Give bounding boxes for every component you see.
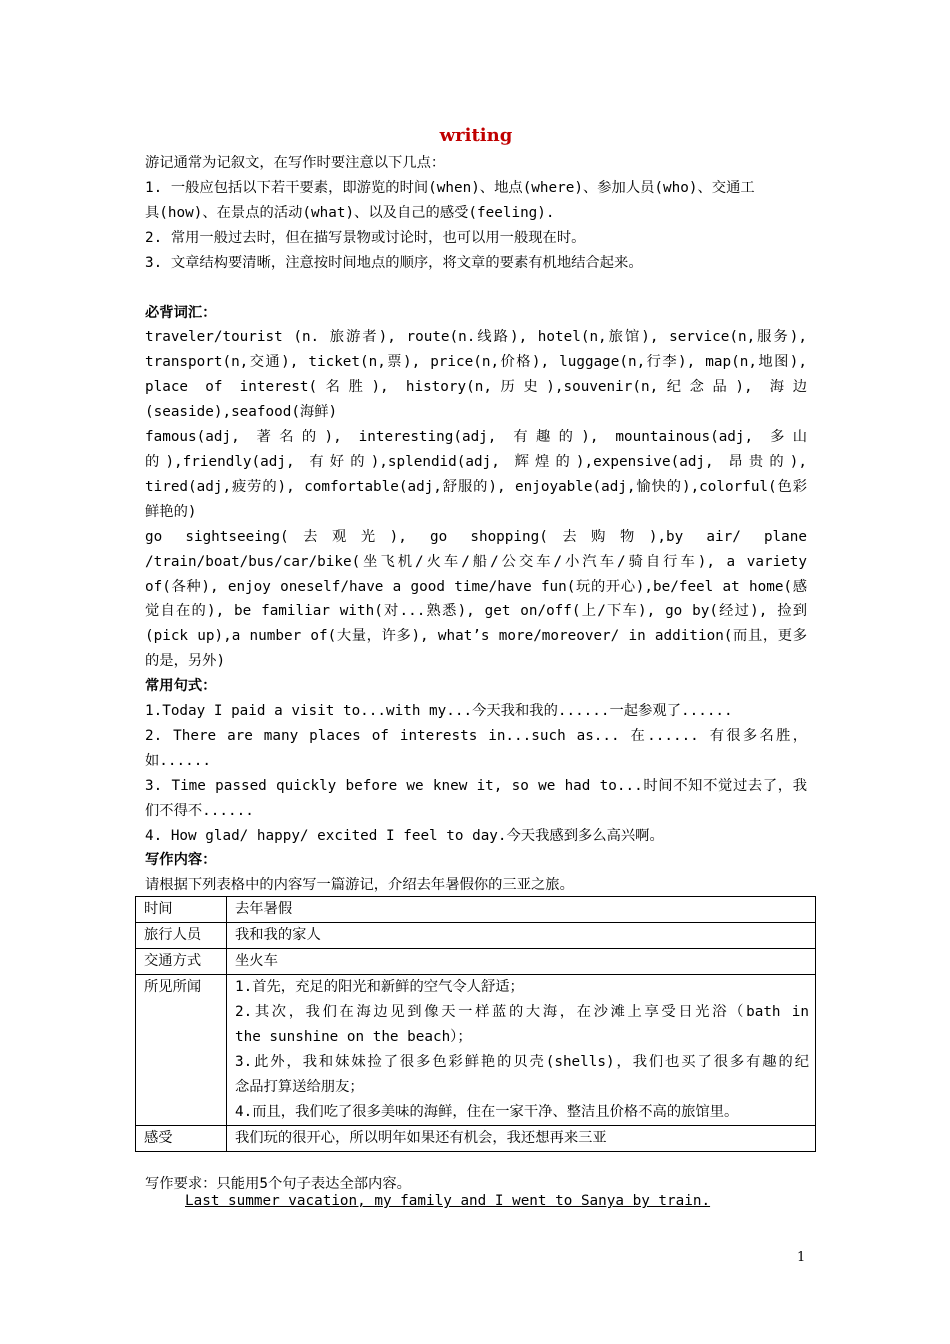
table-cell-value: 我和我的家人: [227, 923, 816, 949]
vocab-line: (pick up),a number of(大量，许多), what’s more/moreover/ in addition(而且，更多: [145, 628, 807, 645]
seen-item: 1.首先，充足的阳光和新鲜的空气令人舒适；: [235, 979, 524, 995]
intro-point-1a: 1. 一般应包括以下若干要素，即游览的时间(when)、地点(where)、参加人员(who)、交通工: [145, 179, 755, 196]
vocab-line: place of interest(名胜), history(n,历史),souvenir(n,纪念品), 海边: [145, 379, 807, 396]
vocab-line: famous(adj, 著名的), interesting(adj, 有趣的), mountainous(adj, 多山: [145, 429, 807, 446]
document-body: [145, 122, 807, 898]
pattern-line: 2. There are many places of interests in...such as... 在...... 有很多名胜，: [145, 727, 807, 744]
table-cell-key: 感受: [136, 1126, 227, 1152]
pattern-line: 们不得不......: [145, 802, 254, 819]
table-row: [136, 975, 816, 1126]
pattern-line: 1.Today I paid a visit to...with my...今天我和我的......一起参观了......: [145, 703, 733, 720]
page-number: 1: [797, 1250, 806, 1265]
table-cell-value: 去年暑假: [227, 897, 816, 923]
answer-line: Last summer vacation, my family and I went to Sanya by train.: [185, 1193, 711, 1209]
table-cell-value: 我们玩的很开心，所以明年如果还有机会，我还想再来三亚: [227, 1126, 816, 1152]
vocab-line: 鲜艳的): [145, 503, 197, 520]
table-row: [136, 897, 816, 923]
vocab-line: transport(n,交通), ticket(n,票), price(n,价格), luggage(n,行李), map(n,地图),: [145, 354, 807, 371]
pattern-line: 3. Time passed quickly before we knew it, so we had to...时间不知不觉过去了，我: [145, 777, 807, 794]
table-cell-value: 坐火车: [227, 949, 816, 975]
seen-item: the sunshine on the beach）；: [235, 1029, 472, 1045]
vocab-line: 觉自在的), be familiar with(对...熟悉), get on/off(上/下车), go by(经过), 捡到: [145, 603, 807, 620]
table-cell-key: 旅行人员: [136, 923, 227, 949]
intro-lead: 游记通常为记叙文，在写作时要注意以下几点：: [145, 155, 446, 171]
task-prompt: 请根据下列表格中的内容写一篇游记，介绍去年暑假你的三亚之旅。: [145, 877, 574, 894]
vocab-line: go sightseeing(去观光), go shopping(去购物),by air/ plane: [145, 528, 807, 545]
table-row: [136, 923, 816, 949]
page-title: writing: [439, 125, 513, 146]
seen-item: 3.此外，我和妹妹捡了很多色彩鲜艳的贝壳(shells)，我们也买了很多有趣的纪: [235, 1054, 809, 1070]
table-cell-key: 交通方式: [136, 949, 227, 975]
vocab-line: (seaside),seafood(海鲜): [145, 404, 338, 421]
seen-item: 念品打算送给朋友；: [235, 1079, 364, 1095]
seen-item: 2.其次，我们在海边见到像天一样蓝的大海，在沙滩上享受日光浴（bath in: [235, 1004, 809, 1020]
table-cell-value: [227, 975, 816, 1126]
table-row: [136, 1126, 816, 1152]
intro-point-1b: 具(how)、在景点的活动(what)、以及自己的感受(feeling).: [145, 204, 555, 221]
vocab-line: tired(adj,疲劳的), comfortable(adj,舒服的), enjoyable(adj,愉快的),colorful(色彩: [145, 478, 807, 495]
task-heading: 写作内容：: [145, 852, 217, 869]
pattern-line: 如......: [145, 752, 211, 769]
vocab-line: traveler/tourist (n. 旅游者), route(n.线路), hotel(n,旅馆), service(n,服务),: [145, 329, 807, 346]
patterns-heading: 常用句式：: [145, 678, 217, 695]
vocab-line: of(各种), enjoy oneself/have a good time/have fun(玩的开心),be/feel at home(感: [145, 578, 807, 595]
vocab-line: 的),friendly(adj, 有好的),splendid(adj, 辉煌的),expensive(adj, 昂贵的),: [145, 453, 807, 470]
vocab-line: /train/boat/bus/car/bike(坐飞机/火车/船/公交车/小汽车/骑自行车), a variety: [145, 553, 807, 570]
trip-info-table: [135, 896, 816, 1152]
vocab-line: 的是，另外): [145, 653, 226, 670]
writing-requirement: 写作要求：只能用5个句子表达全部内容。: [145, 1176, 411, 1192]
pattern-line: 4. How glad/ happy/ excited I feel to day.今天我感到多么高兴啊。: [145, 827, 664, 844]
vocab-heading: 必背词汇：: [145, 304, 217, 321]
seen-item: 4.而且，我们吃了很多美味的海鲜，住在一家干净、整洁且价格不高的旅馆里。: [235, 1104, 739, 1120]
table-cell-key: 时间: [136, 897, 227, 923]
intro-point-3: 3. 文章结构要清晰，注意按时间地点的顺序，将文章的要素有机地结合起来。: [145, 254, 643, 271]
intro-point-2: 2. 常用一般过去时，但在描写景物或讨论时，也可以用一般现在时。: [145, 229, 586, 246]
table-row: [136, 949, 816, 975]
table-cell-key: 所见所闻: [136, 975, 227, 1126]
